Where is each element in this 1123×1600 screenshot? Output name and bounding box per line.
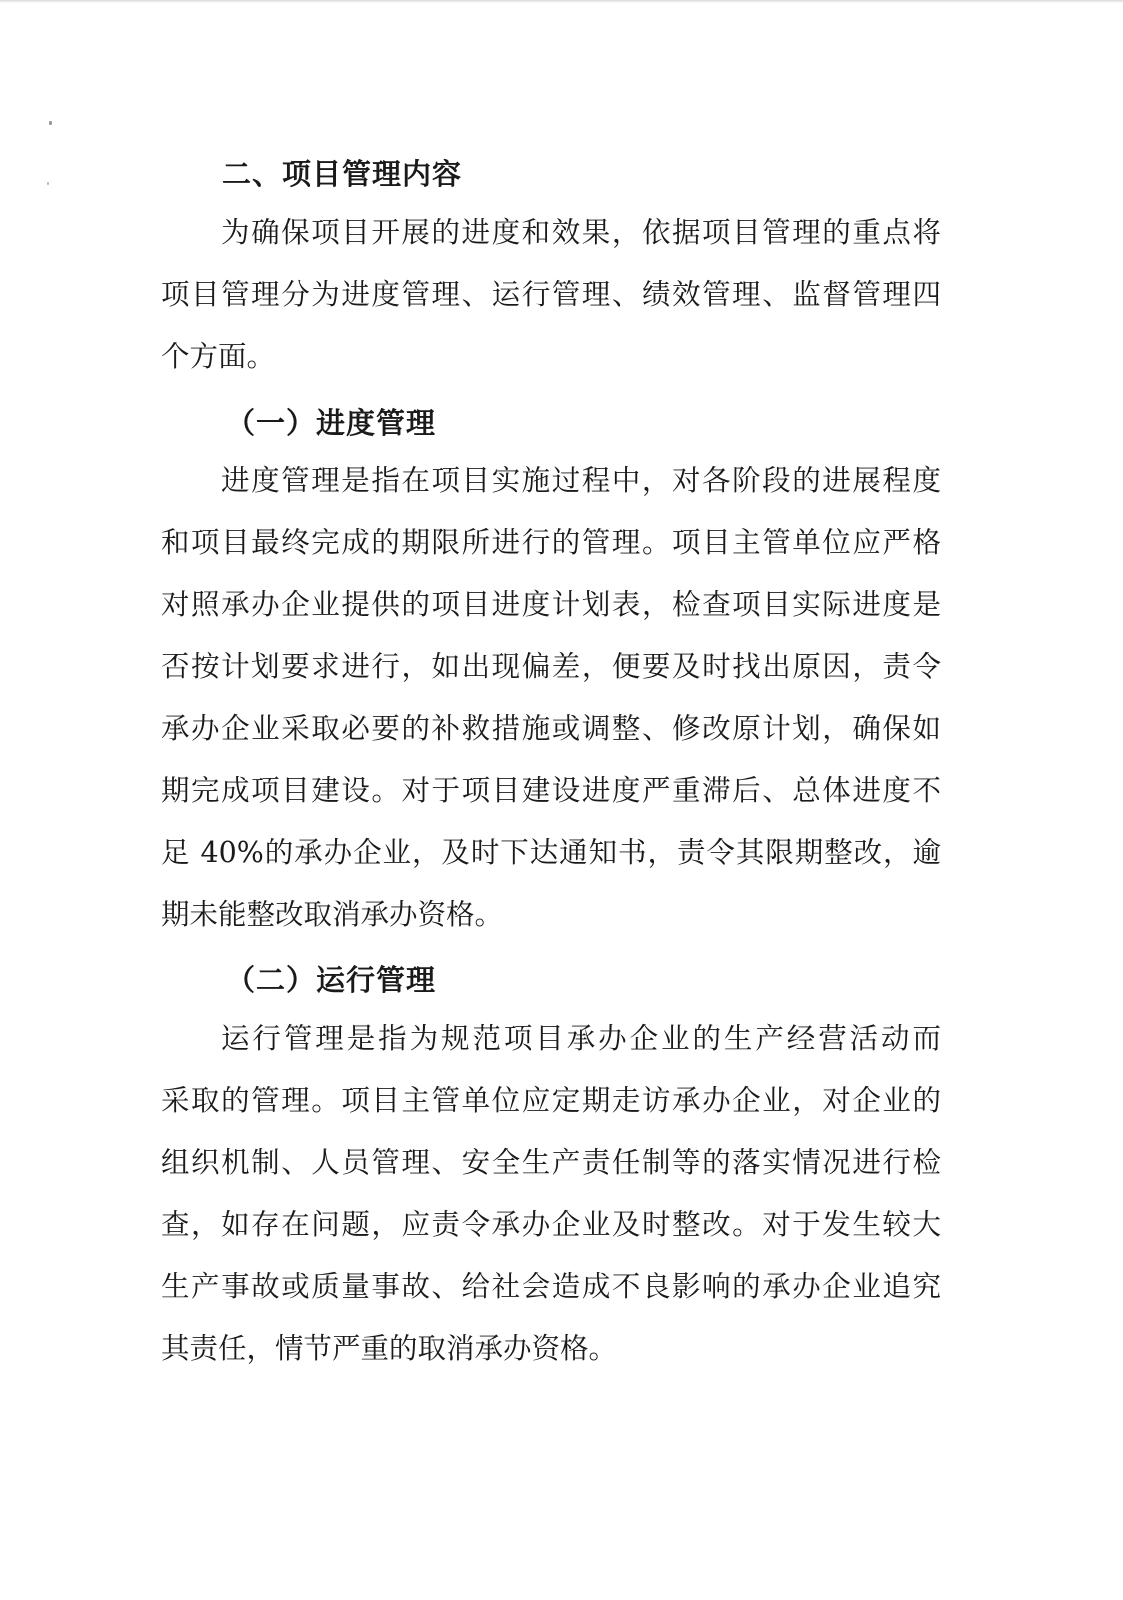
intro-line: 为确保项目开展的进度和效果，依据项目管理的重点将 <box>221 216 941 249</box>
operation-line: 组织机制、人员管理、安全生产责任制等的落实情况进行检 <box>161 1146 941 1179</box>
progress-line: 对照承办企业提供的项目进度计划表，检查项目实际进度是 <box>161 588 941 621</box>
progress-line: 期完成项目建设。对于项目建设进度严重滞后、总体进度不 <box>161 774 941 807</box>
operation-line: 采取的管理。项目主管单位应定期走访承办企业，对企业的 <box>161 1084 941 1117</box>
section-title: 二、项目管理内容 <box>222 157 463 191</box>
operation-line: 生产事故或质量事故、给社会造成不良影响的承办企业追究 <box>161 1270 941 1303</box>
operation-line: 其责任，情节严重的取消承办资格。 <box>161 1332 618 1365</box>
progress-line: 和项目最终完成的期限所进行的管理。项目主管单位应严格 <box>161 526 941 559</box>
intro-line: 项目管理分为进度管理、运行管理、绩效管理、监督管理四 <box>161 278 941 311</box>
progress-line: 足 40%的承办企业，及时下达通知书，责令其限期整改，逾 <box>161 836 941 869</box>
operation-line: 运行管理是指为规范项目承办企业的生产经营活动而 <box>221 1022 941 1055</box>
progress-line: 承办企业采取必要的补救措施或调整、修改原计划，确保如 <box>161 712 941 745</box>
progress-line: 进度管理是指在项目实施过程中，对各阶段的进展程度 <box>221 464 941 497</box>
progress-line: 否按计划要求进行，如出现偏差，便要及时找出原因，责令 <box>161 650 941 683</box>
scan-speck <box>47 182 49 185</box>
subsection-title-operation: （二）运行管理 <box>226 963 437 997</box>
subsection-title-progress: （一）进度管理 <box>226 406 437 440</box>
intro-line: 个方面。 <box>161 340 276 373</box>
scan-edge-shadow <box>0 0 1123 3</box>
progress-line: 期未能整改取消承办资格。 <box>161 898 504 931</box>
operation-line: 查，如存在问题，应责令承办企业及时整改。对于发生较大 <box>161 1208 941 1241</box>
scan-speck <box>49 121 52 125</box>
